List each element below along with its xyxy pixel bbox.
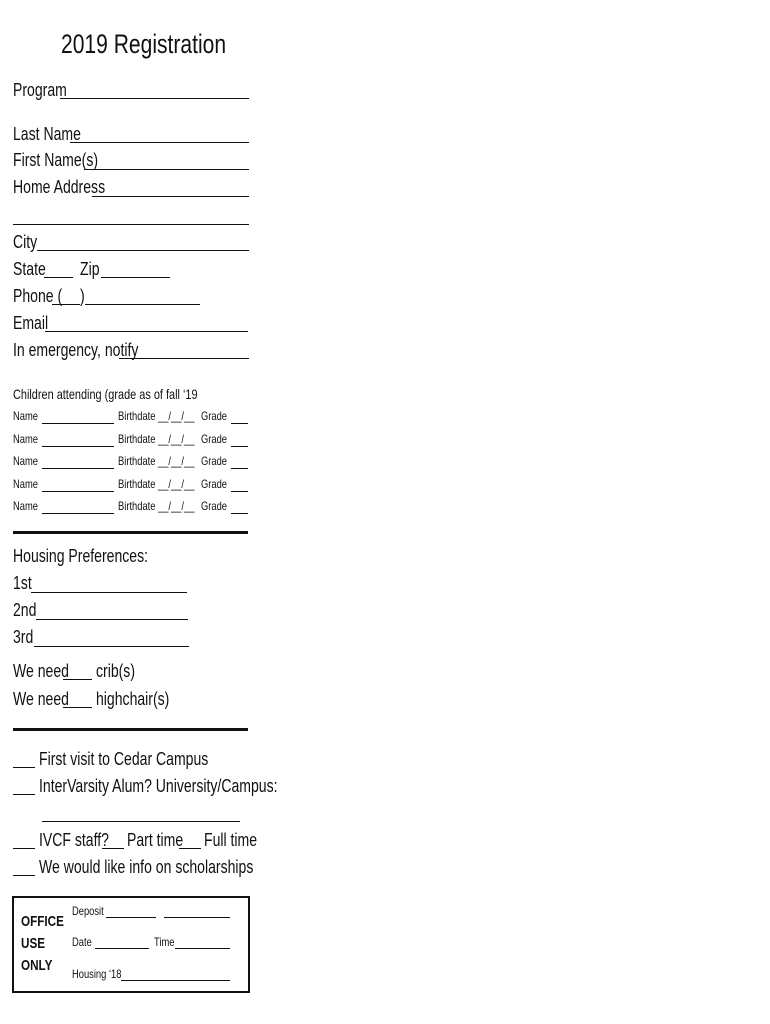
program-label: Program	[13, 80, 67, 100]
form-title: 2019 Registration	[61, 29, 227, 59]
housing-first-label: 1st	[13, 573, 32, 593]
housing-first-field[interactable]	[31, 592, 187, 593]
home-address-label: Home Address	[13, 177, 106, 197]
highchair-suffix: highchair(s)	[96, 689, 170, 709]
child-name-field[interactable]	[42, 423, 114, 424]
deposit-label: Deposit	[72, 904, 104, 918]
date-field[interactable]	[95, 948, 149, 949]
child-birthdate-label: Birthdate	[118, 409, 156, 423]
emergency-label: In emergency, notify	[13, 340, 139, 360]
office-use-box	[12, 896, 250, 993]
staff-label: IVCF staff?	[39, 830, 109, 850]
child-grade-field[interactable]	[231, 423, 248, 424]
phone-paren-close: )	[80, 286, 85, 306]
child-grade-label: Grade	[201, 432, 228, 446]
child-grade-label: Grade	[201, 409, 228, 423]
child-birthdate-field[interactable]: __/__/__	[158, 409, 195, 423]
date-label: Date	[72, 935, 92, 949]
crib-suffix: crib(s)	[96, 661, 135, 681]
crib-prefix: We need	[13, 661, 69, 681]
alum-checkbox[interactable]	[13, 794, 35, 795]
city-label: City	[13, 232, 38, 252]
scholarships-label: We would like info on scholarships	[39, 857, 254, 877]
deposit-field[interactable]	[106, 917, 156, 918]
full-time-checkbox[interactable]	[179, 848, 201, 849]
first-names-field[interactable]	[84, 169, 249, 170]
child-birthdate-label: Birthdate	[118, 477, 156, 491]
crib-count-field[interactable]	[63, 679, 92, 680]
phone-number-field[interactable]	[85, 304, 200, 305]
child-name-field[interactable]	[42, 446, 114, 447]
child-name-field[interactable]	[42, 491, 114, 492]
children-heading: Children attending (grade as of fall ‘19	[13, 386, 198, 402]
last-name-field[interactable]	[70, 142, 249, 143]
home-address-field-line2[interactable]	[13, 224, 249, 225]
state-field[interactable]	[44, 277, 73, 278]
use-word: USE	[21, 935, 46, 952]
housing-third-field[interactable]	[34, 646, 189, 647]
time-label: Time	[154, 935, 175, 949]
first-visit-label: First visit to Cedar Campus	[39, 749, 209, 769]
child-grade-label: Grade	[201, 477, 228, 491]
child-name-label: Name	[13, 432, 38, 446]
emergency-field[interactable]	[119, 358, 249, 359]
child-name-field[interactable]	[42, 468, 114, 469]
zip-label: Zip	[80, 259, 100, 279]
child-name-label: Name	[13, 409, 38, 423]
child-birthdate-field[interactable]: __/__/__	[158, 454, 195, 468]
housing-18-label: Housing ‘18	[72, 967, 122, 981]
full-time-label: Full time	[204, 830, 258, 850]
child-grade-field[interactable]	[231, 446, 248, 447]
child-name-field[interactable]	[42, 513, 114, 514]
child-name-label: Name	[13, 454, 38, 468]
city-field[interactable]	[37, 250, 249, 251]
highchair-count-field[interactable]	[63, 707, 92, 708]
home-address-field[interactable]	[92, 196, 249, 197]
part-time-checkbox[interactable]	[102, 848, 124, 849]
only-word: ONLY	[21, 957, 53, 974]
time-field[interactable]	[175, 948, 230, 949]
child-birthdate-field[interactable]: __/__/__	[158, 499, 195, 513]
child-name-label: Name	[13, 477, 38, 491]
program-field[interactable]	[60, 98, 249, 99]
child-name-label: Name	[13, 499, 38, 513]
child-grade-field[interactable]	[231, 491, 248, 492]
housing-18-field[interactable]	[121, 980, 230, 981]
housing-second-label: 2nd	[13, 600, 37, 620]
child-grade-field[interactable]	[231, 513, 248, 514]
child-birthdate-label: Birthdate	[118, 499, 156, 513]
child-grade-label: Grade	[201, 499, 228, 513]
first-names-label: First Name(s)	[13, 150, 99, 170]
alum-university-field[interactable]	[42, 821, 240, 822]
child-grade-label: Grade	[201, 454, 228, 468]
child-grade-field[interactable]	[231, 468, 248, 469]
highchair-prefix: We need	[13, 689, 69, 709]
alum-label: InterVarsity Alum? University/Campus:	[39, 776, 278, 796]
phone-area-code-field[interactable]	[52, 304, 80, 305]
housing-second-field[interactable]	[36, 619, 188, 620]
scholarships-checkbox[interactable]	[13, 875, 35, 876]
staff-checkbox[interactable]	[13, 848, 35, 849]
office-word: OFFICE	[21, 913, 64, 930]
child-birthdate-field[interactable]: __/__/__	[158, 432, 195, 446]
deposit-field-2[interactable]	[164, 917, 230, 918]
child-birthdate-label: Birthdate	[118, 454, 156, 468]
housing-heading: Housing Preferences:	[13, 546, 149, 566]
housing-third-label: 3rd	[13, 627, 34, 647]
section-divider	[13, 728, 248, 731]
first-visit-checkbox[interactable]	[13, 767, 35, 768]
state-label: State	[13, 259, 46, 279]
section-divider	[13, 531, 248, 534]
last-name-label: Last Name	[13, 124, 81, 144]
phone-label: Phone (	[13, 286, 63, 306]
zip-field[interactable]	[101, 277, 170, 278]
email-label: Email	[13, 313, 49, 333]
child-birthdate-label: Birthdate	[118, 432, 156, 446]
email-field[interactable]	[45, 331, 248, 332]
child-birthdate-field[interactable]: __/__/__	[158, 477, 195, 491]
part-time-label: Part time	[127, 830, 184, 850]
